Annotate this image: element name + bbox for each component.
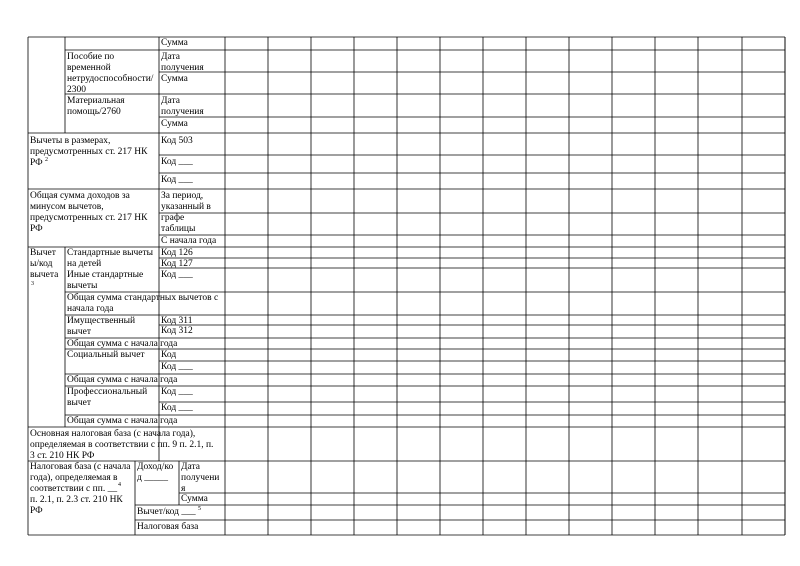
cell-kod-126: Код 126 <box>161 248 193 258</box>
cell-obshaya-s-nachala-1: Общая сумма с начала года <box>67 339 178 349</box>
cell-nalogovaya-baza-pp: Налоговая база (с начала года), определяемая в соответствии с пп. __ п. 2.1, п. 2.3 ст. 210 НК РФ <box>30 462 131 516</box>
footnote-3: 3 <box>31 281 34 287</box>
cell-mat-pomosh: Материальная помощь/2760 <box>67 96 125 117</box>
cell-obshaya-standartnyh: Общая сумма стандартных вычетов с начала года <box>67 293 219 314</box>
cell-kod-blank-2: Код ___ <box>161 175 193 185</box>
cell-kod-blank-7: Код ___ <box>161 403 193 413</box>
cell-s-nachala-goda-1: С начала года <box>161 236 217 246</box>
cell-osnovnaya-baza: Основная налоговая база (с начала года), определяемая в соответствии с пп. 9 п. 2.1, п. 3 ст. 210 НК РФ <box>30 429 214 461</box>
cell-imushestvenny: Имущественный вычет <box>67 316 136 337</box>
cell-za-period: За период, указанный в графе таблицы <box>161 191 211 234</box>
cell-kod-blank-3: Код ___ <box>161 270 193 280</box>
footnote-5: 5 <box>198 506 201 512</box>
cell-vychet-kod-blank: Вычет/код ___ <box>137 507 196 517</box>
cell-inye-standartnye: Иные стандартные вычеты <box>67 270 144 291</box>
cell-summa-2: Сумма <box>161 119 188 129</box>
cell-summa-3: Сумма <box>181 494 208 504</box>
cell-kod-blank-5: Код ___ <box>161 362 193 372</box>
cell-obshaya-summa-dohodov: Общая сумма доходов за минусом вычетов, предусмотренных ст. 217 НК РФ <box>30 191 148 234</box>
cell-vychety-razmer: Вычеты в размерах, предусмотренных ст. 217 НК РФ <box>30 136 148 168</box>
cell-nalogovaya-baza: Налоговая база <box>137 522 199 532</box>
cell-kod-312: Код 312 <box>161 326 193 336</box>
cell-dohod-kod: Доход/ко д _____ <box>137 462 174 483</box>
cell-standartnye-deti: Стандартные вычеты на детей <box>67 248 154 269</box>
cell-kod-503: Код 503 <box>161 136 193 146</box>
cell-data-polucheniya-3: Дата получени я <box>181 462 220 494</box>
cell-obshaya-s-nachala-2: Общая сумма с начала года <box>67 375 178 385</box>
cell-kod-311: Код 311 <box>161 316 193 326</box>
cell-kod-blank-6: Код ___ <box>161 387 193 397</box>
cell-data-polucheniya-2: Дата получения <box>161 96 204 117</box>
cell-obshaya-s-nachala-3: Общая сумма с начала года <box>67 416 178 426</box>
cell-kod-127: Код 127 <box>161 259 193 269</box>
cell-kod-blank-4: Код <box>161 350 177 360</box>
cell-kod-blank-1: Код ___ <box>161 157 193 167</box>
cell-summa-top: Сумма <box>161 38 188 48</box>
cell-professionalny: Профессиональный вычет <box>67 387 148 408</box>
cell-summa-1: Сумма <box>161 74 188 84</box>
cell-socialny: Социальный вычет <box>67 350 145 360</box>
cell-data-polucheniya-1: Дата получения <box>161 52 204 73</box>
cell-posobie: Пособие по временной нетрудоспособности/ 2300 <box>67 52 154 95</box>
cell-vychet-kod: Вычет ы/код вычета <box>30 248 59 280</box>
footnote-2: 2 <box>45 157 48 163</box>
footnote-4: 4 <box>118 482 121 488</box>
